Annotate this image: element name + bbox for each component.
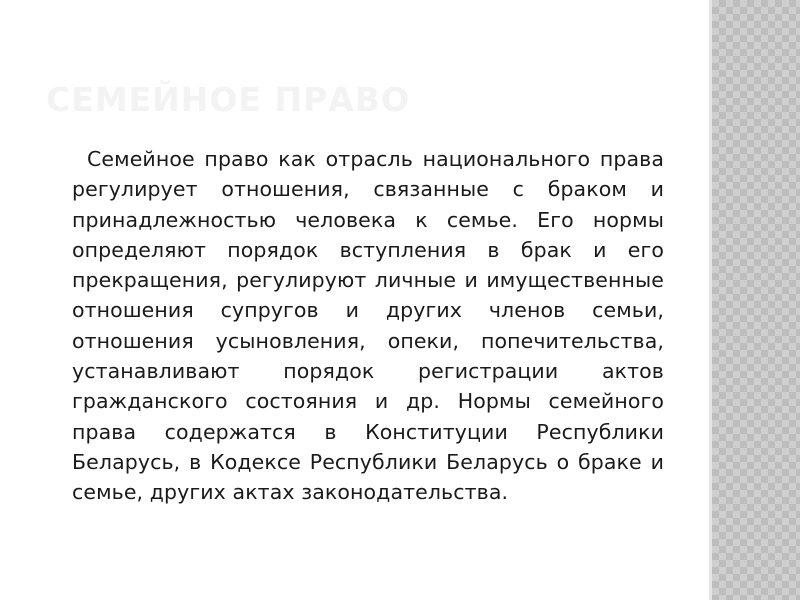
slide-body-text: Семейное право как отрасль национального права регулирует отношения, связанные с браком и принадлежностью человека к семье. Его нормы определяют порядок вступления в брак и его прекращения, регулируют личные и имущественные отношения супругов и других членов семьи, отношения усыновления, опеки, попечительства, устанавливают порядок регистрации актов гражданского состояния и др. Нормы семейного права содержатся в Конституции Республики Беларусь, в Кодексе Республики Беларусь о браке и семье, других актах законодательства. (72, 147, 664, 505)
slide-title: СЕМЕЙНОЕ ПРАВО (46, 80, 411, 119)
decorative-side-band (712, 0, 800, 600)
